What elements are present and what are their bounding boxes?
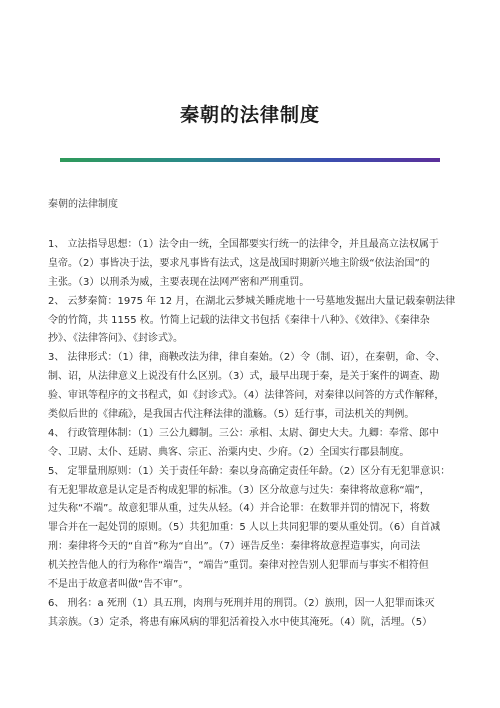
text-line: 抄》、《法律答问》、《封诊式》。 [48, 333, 183, 345]
text-line: 过失称“不端”。故意犯罪从重，过失从轻。（4）并合论罪：在数罪并罚的情况下，将数 [48, 503, 430, 515]
text-line: 其亲族。（3）定杀，将患有麻风病的罪犯活着投入水中使其淹死。（4）阬，活埋。（5） [48, 616, 433, 628]
text-line: 4、 行政管理体制：（1）三公九卿制。三公：承相、太尉、御史大夫。九卿：奉常、郎中 [48, 427, 439, 439]
text-line: 机关控告他人的行为称作“端告”，“端告”重罚。秦律对控告别人犯罪而与事实不相符但 [48, 560, 429, 572]
text-line: 有无犯罪故意是认定是否构成犯罪的标准。（3）区分故意与过失：秦律将故意称“端”， [48, 484, 430, 496]
text-line: 不是出于故意者叫做“告不审”。 [48, 579, 189, 591]
text-line: 刑：秦律将今天的“自首”称为“自出”。（7）诬告反坐：秦律将故意捏造事实，向司法 [48, 541, 421, 553]
page-title: 秦朝的法律制度 [179, 104, 320, 126]
text-line: 皇帝。（2）事皆决于法，要求凡事皆有法式，这是战国时期新兴地主阶级“依法治国”的 [48, 257, 430, 269]
text-line: 2、 云梦秦简：1975 年 12 月，在湖北云梦城关睡虎地十一号墓地发掘出大量记载秦朝法律 [48, 295, 456, 307]
text-line: 3、 法律形式：（1）律，商鞅改法为律，律自秦始。（2）令（制、诏），在秦朝，命、令、 [48, 352, 446, 364]
section-heading: 秦朝的法律制度 [48, 199, 118, 210]
text-line: 罪合并在一起处罚的原则。（5）共犯加重：5 人以上共同犯罪的要从重处罚。（6）自首减 [48, 522, 441, 534]
text-line: 制、诏，从法律意义上说没有什么区别。（3）式，最早出现于秦，是关于案件的调查、勘 [48, 371, 440, 383]
body-text [48, 236, 458, 633]
text-line: 1、 立法指导思想：（1）法令由一统，全国都要实行统一的法律令，并且最高立法权属于 [48, 239, 439, 250]
text-line: 主张。（3）以刑杀为威，主要表现在法网严密和严刑重罚。 [48, 276, 310, 288]
text-line: 6、 刑名：a 死刑（1）具五刑，肉刑与死刑并用的刑罚。（2）族刑，因一人犯罪而诛灭 [48, 597, 435, 609]
text-line: 验、审讯等程序的文书程式，如《封诊式》。（4）法律答问，对秦律以问答的方式作解释， [48, 390, 445, 402]
text-line: 5、 定罪量刑原则：（1）关于责任年龄：秦以身高确定责任年龄。（2）区分有无犯罪意识： [48, 465, 451, 477]
gradient-divider [60, 158, 440, 162]
text-line: 类似后世的《律疏》，是我国古代注释法律的滥觞。（5）廷行事，司法机关的判例。 [48, 409, 415, 421]
text-line: 令、卫尉、太仆、廷尉、典客、宗正、治粟内史、少府。（2）全国实行郡县制度。 [48, 446, 410, 458]
text-line: 令的竹简，共 1155 枚。竹简上记载的法律文书包括《秦律十八种》、《效律》、《秦律杂 [48, 314, 430, 326]
